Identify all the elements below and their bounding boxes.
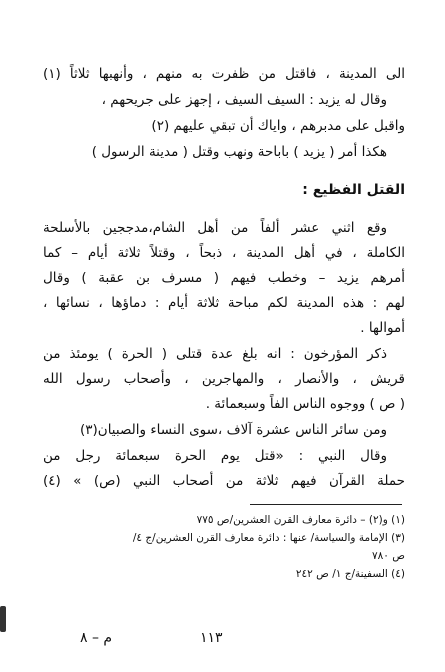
footnote-separator [250, 504, 402, 505]
text-line: ( ص ) ووجوه الناس الفاً وسبعمائة . [205, 396, 405, 412]
text-line: أموالها . [360, 320, 405, 336]
text-line: وقع اثني عشر ألفاً من أهل الشام،مدججين بالأسلحة [43, 220, 387, 236]
text-line: واقبل على مدبرهم ، واياك أن تبقي عليهم (٢) [151, 118, 405, 134]
footnote: (٣) الإمامة والسياسة/ عنها : دائرة معارف القرن العشرين/ج ٤/ [132, 532, 405, 544]
text-line: هكذا أمر ( يزيد ) باباحة ونهب وقتل ( مدينة الرسول ) [91, 144, 387, 160]
text-line: الكاملة ، في أهل المدينة ، ذبحاً ، وقتلاً ثلاثة أيام – كما [43, 245, 405, 261]
text-line: ذكر المؤرخون : انه بلغ عدة قتلى ( الحرة ) يومئذ من [43, 346, 387, 362]
text-line: وقال النبي : «قتل يوم الحرة سبعمائة رجل من [43, 448, 387, 464]
text-line: وقال له يزيد : السيف السيف ، إجهز على جريحهم ، [101, 92, 387, 108]
text-line: قريش ، والأنصار ، والمهاجرين ، وأصحاب رسول الله [43, 371, 405, 387]
binding-edge [0, 606, 6, 632]
footnote: (٤) السفينة/ج ١/ ص ٢٤٢ [295, 568, 405, 580]
text-line: أمرهم يزيد – وخطب فيهم ( مسرف بن عقبة ) وقال [43, 270, 405, 286]
page-number: ١١٣ [200, 630, 223, 646]
footnote: (١) و(٢) – دائرة معارف القرن العشرين/ص ٧٧٥ [196, 514, 405, 526]
footnote: ص ٧٨٠ [372, 550, 405, 562]
text-line: ومن سائر الناس عشرة آلاف ،سوى النساء والصبيان(٣) [79, 422, 387, 438]
text-line: لهم : هذه المدينة لكم مباحة ثلاثة أيام : دماؤها ، نسائها ، [43, 295, 405, 311]
text-line: الى المدينة ، فاقتل من ظفرت به منهم ، وأنهبها ثلاثاً (١) [43, 66, 405, 82]
section-heading: القتل الفظيع : [302, 182, 405, 198]
signature-mark: م – ٨ [80, 630, 113, 646]
text-line: حملة القرآن فيهم ثلاثة من أصحاب النبي (ص) » (٤) [43, 473, 405, 489]
